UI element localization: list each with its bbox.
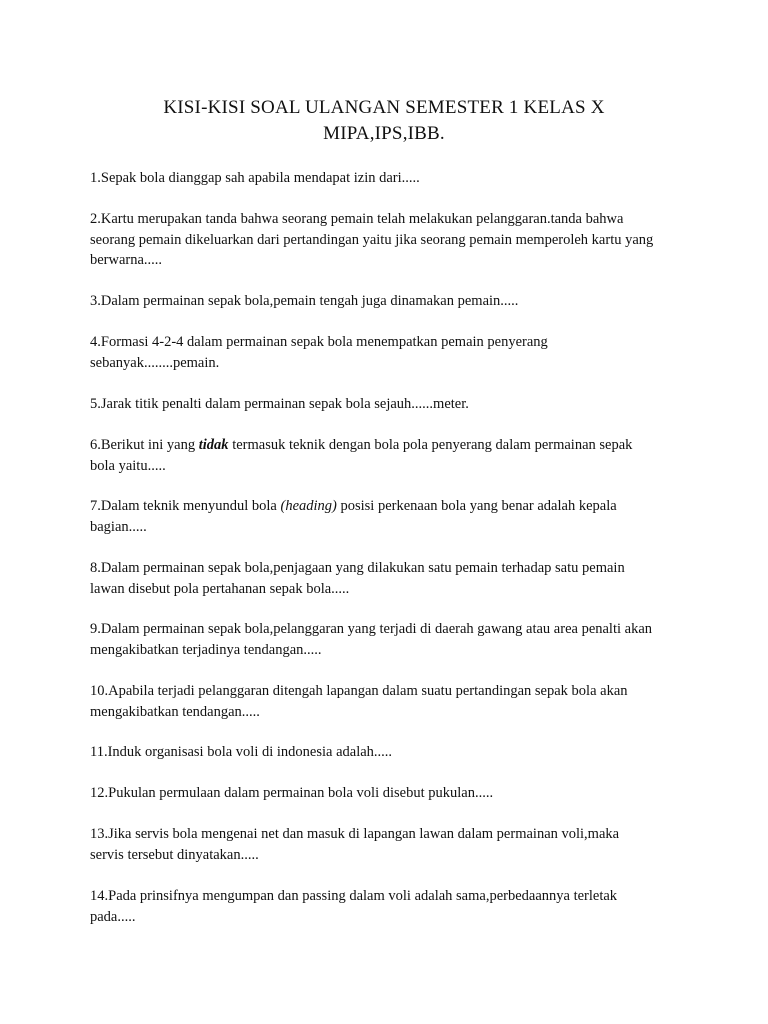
question-6: 6.Berikut ini yang tidak termasuk teknik dengan bola pola penyerang dalam permainan sepak bola yaitu..... <box>90 437 633 474</box>
question-10: 10.Apabila terjadi pelanggaran ditengah lapangan dalam suatu pertandingan sepak bola akan mengakibatkan tendangan..... <box>90 683 628 720</box>
document-title <box>90 95 678 147</box>
emphasis-heading: (heading) <box>280 498 337 514</box>
question-14: 14.Pada prinsifnya mengumpan dan passing dalam voli adalah sama,perbedaannya terletak pada..... <box>90 888 618 925</box>
question-1: 1.Sepak bola dianggap sah apabila mendapat izin dari..... <box>90 170 420 186</box>
question-3: 3.Dalam permainan sepak bola,pemain tengah juga dinamakan pemain..... <box>90 293 519 309</box>
question-2: 2.Kartu merupakan tanda bahwa seorang pemain telah melakukan pelanggaran.tanda bahwa seorang pemain dikeluarkan dari pertandingan yaitu jika seorang pemain memperoleh kartu yang berwarna..... <box>90 211 654 268</box>
question-9: 9.Dalam permainan sepak bola,pelanggaran yang terjadi di daerah gawang atau area penalti akan mengakibatkan terjadinya tendangan..... <box>90 621 653 658</box>
title-line-1: KISI-KISI SOAL ULANGAN SEMESTER 1 KELAS X <box>163 97 605 118</box>
title-line-2: MIPA,IPS,IBB. <box>323 123 445 144</box>
question-11: 11.Induk organisasi bola voli di indonesia adalah..... <box>90 744 393 760</box>
question-4: 4.Formasi 4-2-4 dalam permainan sepak bola menempatkan pemain penyerang sebanyak........pemain. <box>90 334 548 371</box>
question-8: 8.Dalam permainan sepak bola,penjagaan yang dilakukan satu pemain terhadap satu pemain lawan disebut pola pertahanan sepak bola..... <box>90 560 625 597</box>
question-12: 12.Pukulan permulaan dalam permainan bola voli disebut pukulan..... <box>90 785 494 801</box>
question-7: 7.Dalam teknik menyundul bola (heading) posisi perkenaan bola yang benar adalah kepala bagian..... <box>90 498 617 535</box>
question-13: 13.Jika servis bola mengenai net dan masuk di lapangan lawan dalam permainan voli,maka servis tersebut dinyatakan..... <box>90 826 620 863</box>
question-5: 5.Jarak titik penalti dalam permainan sepak bola sejauh......meter. <box>90 396 469 412</box>
emphasis-tidak: tidak <box>198 437 229 453</box>
